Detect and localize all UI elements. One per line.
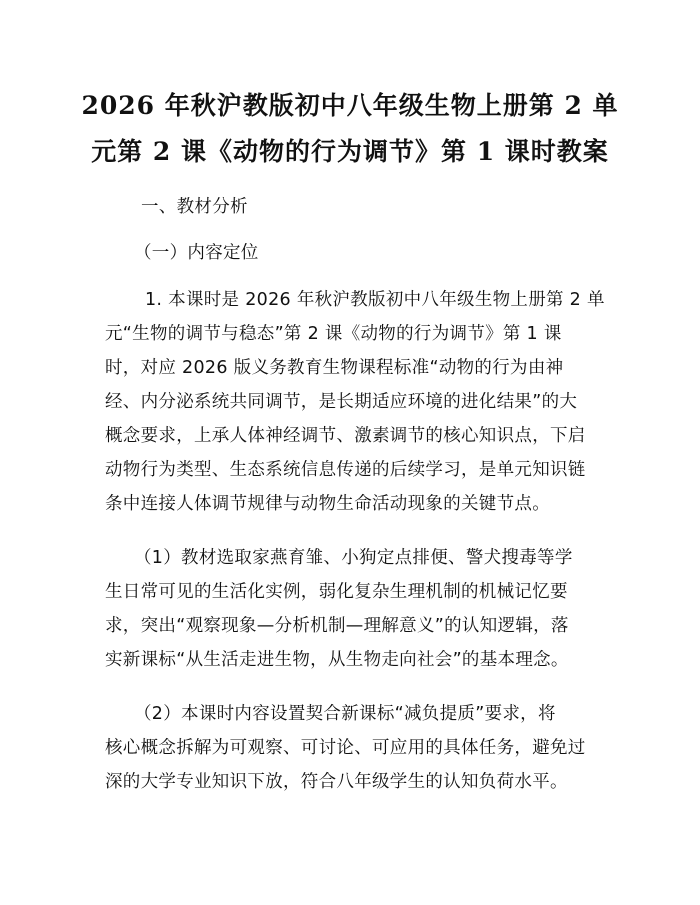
subsection-heading: （一）内容定位 (134, 243, 259, 263)
paragraph-3-line: （2）本课时内容设置契合新课标“减负提质”要求，将 (134, 704, 556, 724)
paragraph-3-line: 核心概念拆解为可观察、可讨论、可应用的具体任务，避免过 (105, 738, 586, 758)
paragraph-1-line: 经、内分泌系统共同调节，是长期适应环境的进化结果”的大 (105, 392, 578, 412)
document-title-line-1: 2026 年秋沪教版初中八年级生物上册第 2 单 (81, 91, 619, 120)
paragraph-3-line: 深的大学专业知识下放，符合八年级学生的认知负荷水平。 (105, 772, 568, 792)
paragraph-1-line: 动物行为类型、生态系统信息传递的后续学习，是单元知识链 (105, 460, 586, 480)
paragraph-2-line: 生日常可见的生活化实例，弱化复杂生理机制的机械记忆要 (105, 582, 568, 602)
paragraph-2-line: （1）教材选取家燕育雏、小狗定点排便、警犬搜毒等学 (134, 548, 573, 568)
document-title-line-2: 元第 2 课《动物的行为调节》第 1 课时教案 (91, 137, 609, 166)
paragraph-2-line: 实新课标“从生活走进生物，从生物走向社会”的基本理念。 (105, 650, 569, 670)
paragraph-1-line: 1. 本课时是 2026 年秋沪教版初中八年级生物上册第 2 单 (145, 290, 605, 310)
section-heading: 一、教材分析 (141, 197, 248, 217)
paragraph-1-line: 时，对应 2026 版义务教育生物课程标准“动物的行为由神 (105, 358, 564, 378)
paragraph-1-line: 条中连接人体调节规律与动物生命活动现象的关键节点。 (105, 494, 550, 514)
paragraph-1-line: 元“生物的调节与稳态”第 2 课《动物的行为调节》第 1 课 (105, 324, 562, 344)
paragraph-2-line: 求，突出“观察现象—分析机制—理解意义”的认知逻辑，落 (105, 616, 569, 636)
paragraph-1-line: 概念要求，上承人体神经调节、激素调节的核心知识点，下启 (105, 426, 586, 446)
